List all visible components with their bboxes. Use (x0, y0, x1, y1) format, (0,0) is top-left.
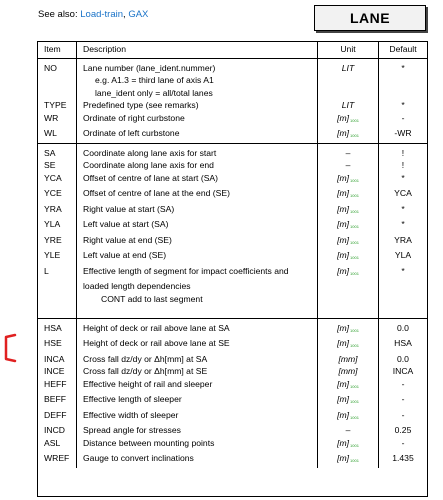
table-body (38, 58, 427, 468)
header-unit: Unit (318, 42, 379, 58)
unit-subscript: 1001 (350, 343, 359, 348)
description-text: Right value at end (SE) (83, 234, 172, 245)
cell-item: YRA (38, 203, 77, 219)
cell-unit (318, 393, 379, 409)
unit-text: [m] (337, 219, 350, 229)
cell-default: * (401, 219, 405, 229)
cell-description (77, 293, 318, 306)
description-text: Predefined type (see remarks) (83, 100, 199, 110)
link-load-train[interactable]: Load-train (80, 9, 124, 20)
cell-description (77, 234, 318, 250)
cell-unit (318, 234, 379, 250)
cell-item (38, 293, 77, 306)
cell-description (77, 203, 318, 219)
cell-unit (318, 293, 379, 306)
unit-text: [m] (337, 409, 350, 420)
cell-unit (318, 280, 379, 293)
unit-text: [m] (337, 112, 350, 123)
unit-subscript: 1001 (350, 117, 359, 123)
header-description: Description (77, 42, 318, 58)
cell-item: NO (38, 58, 77, 74)
table-row (38, 337, 427, 353)
table-row (38, 74, 427, 87)
description-text: lane_ident only = all/total lanes (95, 87, 213, 98)
cell-item (38, 74, 77, 87)
cell-description (77, 112, 318, 128)
unit-subscript: 1001 (350, 270, 359, 276)
cell-default: HSA (394, 338, 412, 348)
cell-default: - (401, 437, 405, 448)
description-text: Height of deck or rail above lane at SE (83, 338, 230, 348)
table-row (38, 112, 427, 128)
see-also-separator: , (123, 9, 129, 20)
cell-item: INCA (38, 353, 77, 366)
link-gax[interactable]: GAX (128, 9, 149, 20)
unit-text: [m] (337, 437, 350, 448)
cell-unit (318, 74, 379, 87)
cell-item: YCE (38, 187, 77, 203)
table-row (38, 305, 427, 318)
cell-default: * (401, 172, 405, 183)
cell-default (379, 280, 428, 293)
cell-default: YRA (394, 234, 412, 245)
unit-subscript: 1001 (350, 177, 359, 183)
page-title: LANE (314, 5, 426, 31)
cell-description (77, 127, 318, 143)
table-row (38, 424, 427, 437)
cell-default: * (401, 62, 405, 73)
unit-subscript: 1001 (350, 383, 359, 389)
cell-description (77, 365, 318, 378)
cell-item: WR (38, 112, 77, 128)
cell-default: YCA (394, 188, 412, 198)
cell-item: INCE (38, 365, 77, 378)
cell-default (379, 87, 428, 100)
table-row (38, 393, 427, 409)
unit-text: [mm] (338, 366, 358, 376)
unit-text: – (345, 147, 351, 158)
cell-item: BEFF (38, 393, 77, 409)
cell-item: HEFF (38, 378, 77, 394)
unit-text: [m] (337, 322, 350, 333)
cell-default: ! (401, 160, 405, 170)
cell-unit (318, 112, 379, 128)
cell-item: HSA (38, 318, 77, 337)
cell-default: -WR (394, 128, 412, 138)
cell-description (77, 265, 318, 281)
table-row (38, 293, 427, 306)
unit-subscript: 1001 (350, 399, 359, 404)
cell-item: YRE (38, 234, 77, 250)
cell-default: INCA (392, 366, 414, 376)
table-header-row (38, 42, 427, 58)
unit-text: [m] (337, 250, 350, 260)
cell-unit (318, 187, 379, 203)
description-text: Ordinate of left curbstone (83, 128, 180, 138)
description-text: Spread angle for stresses (83, 425, 181, 435)
table-row (38, 265, 427, 281)
unit-text: [m] (337, 453, 350, 463)
unit-text: LIT (341, 62, 355, 73)
cell-description (77, 58, 318, 74)
see-also-prefix: See also: (38, 9, 81, 20)
see-also-line (38, 9, 148, 20)
table-row (38, 203, 427, 219)
cell-default: * (401, 100, 405, 110)
table-row (38, 249, 427, 265)
table-row (38, 280, 427, 293)
cell-description (77, 87, 318, 100)
description-text: loaded length dependencies (83, 281, 191, 291)
description-text: CONT add to last segment (101, 293, 203, 304)
cell-unit (318, 218, 379, 234)
parameter-table-frame (37, 41, 428, 497)
cell-unit (318, 378, 379, 394)
cell-default: 0.0 (379, 318, 428, 337)
cell-item: WL (38, 127, 77, 143)
cell-description (77, 337, 318, 353)
description-text: Cross fall dz/dy or Δh[mm] at SA (83, 353, 208, 364)
description-text: Left value at end (SE) (83, 250, 167, 260)
cell-description (77, 318, 318, 337)
unit-subscript: 1001 (350, 414, 359, 420)
table-row (38, 234, 427, 250)
unit-text: [m] (337, 188, 350, 198)
cell-unit (318, 305, 379, 318)
table-row (38, 365, 427, 378)
red-bracket-annotation (3, 333, 17, 363)
unit-subscript: 1001 (350, 224, 359, 229)
cell-item (38, 305, 77, 318)
cell-description (77, 99, 318, 112)
cell-description (77, 409, 318, 425)
unit-text: [m] (337, 394, 350, 404)
table-row (38, 143, 427, 159)
cell-description (77, 452, 318, 468)
cell-default (379, 305, 428, 318)
description-text: Effective height of rail and sleeper (83, 378, 213, 389)
cell-default (379, 293, 428, 306)
cell-unit (318, 265, 379, 281)
cell-item: WREF (38, 452, 77, 468)
table-row (38, 353, 427, 366)
cell-description (77, 353, 318, 366)
unit-text: [m] (337, 265, 350, 276)
cell-unit (318, 409, 379, 425)
cell-item: DEFF (38, 409, 77, 425)
cell-unit (318, 127, 379, 143)
cell-default: ! (379, 143, 428, 159)
description-text: Ordinate of right curbstone (83, 112, 185, 123)
cell-description (77, 159, 318, 172)
unit-subscript: 1001 (350, 442, 359, 448)
unit-text: [m] (337, 128, 350, 138)
cell-unit (318, 318, 379, 337)
description-text: Offset of centre of lane at the end (SE) (83, 188, 230, 198)
cell-default: 0.25 (394, 425, 412, 435)
description-text: e.g. A1.3 = third lane of axis A1 (95, 75, 214, 85)
cell-default: * (401, 265, 405, 276)
cell-item (38, 280, 77, 293)
cell-item: ASL (38, 437, 77, 453)
unit-subscript: 1001 (350, 255, 359, 260)
header-default: Default (379, 42, 428, 58)
cell-item: SE (38, 159, 77, 172)
unit-subscript: 1001 (350, 239, 359, 245)
cell-unit (318, 143, 379, 159)
cell-unit (318, 159, 379, 172)
cell-item: YLE (38, 249, 77, 265)
cell-default: - (401, 378, 405, 389)
cell-description (77, 74, 318, 87)
unit-subscript: 1001 (350, 458, 359, 463)
cell-item: YCA (38, 172, 77, 188)
unit-text: LIT (341, 100, 355, 110)
description-text: Cross fall dz/dy or Δh[mm] at SE (83, 366, 208, 376)
cell-default: YLA (394, 250, 412, 260)
cell-unit (318, 337, 379, 353)
unit-text: – (345, 160, 351, 170)
unit-text: [mm] (338, 353, 358, 364)
cell-description (77, 249, 318, 265)
table-row (38, 187, 427, 203)
cell-default: - (401, 409, 405, 420)
cell-unit (318, 452, 379, 468)
cell-description (77, 172, 318, 188)
table-row (38, 218, 427, 234)
unit-subscript: 1001 (350, 208, 359, 214)
table-row (38, 409, 427, 425)
cell-unit (318, 365, 379, 378)
cell-unit (318, 249, 379, 265)
unit-text: [m] (337, 338, 350, 348)
unit-subscript: 1001 (350, 327, 359, 333)
description-text: Gauge to convert inclinations (83, 453, 194, 463)
description-text: Distance between mounting points (83, 437, 215, 448)
cell-default: - (401, 394, 405, 404)
cell-default: 0.0 (397, 353, 409, 364)
cell-description (77, 187, 318, 203)
cell-unit (318, 172, 379, 188)
cell-unit (318, 437, 379, 453)
cell-item: TYPE (38, 99, 77, 112)
description-text: Effective length of segment for impact coefficients and (83, 265, 289, 276)
table-row (38, 127, 427, 143)
table-row (38, 437, 427, 453)
cell-unit (318, 58, 379, 74)
cell-description (77, 143, 318, 159)
cell-unit (318, 353, 379, 366)
cell-description (77, 393, 318, 409)
table-row (38, 172, 427, 188)
cell-default (379, 74, 428, 87)
cell-default: 1.435 (392, 453, 414, 463)
description-text: Offset of centre of lane at start (SA) (83, 172, 219, 183)
cell-unit (318, 203, 379, 219)
cell-default: * (401, 203, 405, 214)
description-text: Height of deck or rail above lane at SA (83, 322, 230, 333)
cell-item: SA (38, 143, 77, 159)
description-text: Effective length of sleeper (83, 394, 182, 404)
table-row (38, 318, 427, 337)
table-row (38, 87, 427, 100)
cell-description (77, 218, 318, 234)
cell-description (77, 280, 318, 293)
unit-text: [m] (337, 172, 350, 183)
cell-description (77, 305, 318, 318)
unit-text: [m] (337, 234, 350, 245)
cell-unit (318, 424, 379, 437)
cell-description (77, 424, 318, 437)
cell-item: INCD (38, 424, 77, 437)
table-row (38, 159, 427, 172)
description-text: Left value at start (SA) (83, 219, 169, 229)
parameter-table (38, 42, 427, 468)
unit-subscript: 1001 (350, 133, 359, 138)
cell-item: YLA (38, 218, 77, 234)
cell-item: L (38, 265, 77, 281)
table-row (38, 58, 427, 74)
table-row (38, 99, 427, 112)
cell-item: HSE (38, 337, 77, 353)
unit-subscript: 1001 (350, 193, 359, 198)
cell-unit (318, 99, 379, 112)
cell-item (38, 87, 77, 100)
unit-text: [m] (337, 203, 350, 214)
description-text: Coordinate along lane axis for start (83, 147, 217, 158)
cell-description (77, 437, 318, 453)
description-text: Effective width of sleeper (83, 409, 179, 420)
cell-description (77, 378, 318, 394)
table-row (38, 378, 427, 394)
cell-default: - (401, 112, 405, 123)
unit-text: – (345, 425, 351, 435)
description-text: Right value at start (SA) (83, 203, 175, 214)
table-row (38, 452, 427, 468)
description-text: Coordinate along lane axis for end (83, 160, 214, 170)
description-text: Lane number (lane_ident.nummer) (83, 62, 216, 73)
unit-text: [m] (337, 378, 350, 389)
header-item: Item (38, 42, 77, 58)
cell-unit (318, 87, 379, 100)
